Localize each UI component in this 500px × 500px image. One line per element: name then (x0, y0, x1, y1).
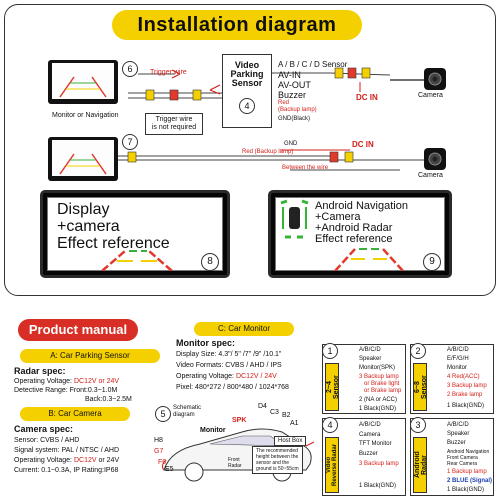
radar-spec-head: Radar spec: (14, 366, 66, 376)
wiring-box-video-reverse-radar: 4 Video Reverse Radar A/B/C/D Camera TFT Monitor Buzzer 3 Backup lamp 1 Black(GND) (322, 418, 406, 496)
camera-spec-head: Camera spec: (14, 424, 74, 434)
av-in-label: AV-IN (278, 70, 301, 80)
camera-sensor: Sensor: CVBS / AHD (14, 437, 80, 444)
monitor-spec-head: Monitor spec: (176, 338, 236, 348)
camera-voltage-tail: or 24V (98, 457, 120, 464)
monitor-voltage-label: Operating Voltage: (176, 373, 234, 380)
av-out-label: AV-OUT (278, 80, 311, 90)
monitor-label: Monitor or Navigation (52, 112, 119, 119)
box4-label: Android Radar (414, 451, 428, 479)
detective-range-back: Back:0.3~2.5M (85, 396, 132, 403)
monitor-voltage (176, 372, 277, 381)
monitor-voltage-value: DC12V / 24V (235, 373, 277, 380)
monitor-b (48, 137, 118, 181)
parking-sensor-pill: A: Car Parking Sensor (20, 349, 160, 363)
sensor-connections (278, 60, 347, 124)
monitor-a-number: 6 (122, 61, 138, 77)
box1-number: 1 (322, 343, 338, 359)
detective-range-front: Detective Range: Front:0.3~1.0M (14, 387, 118, 394)
display-camera-screen (40, 190, 230, 278)
code-d4: D4 (258, 403, 267, 410)
schematic-number: 5 (155, 406, 171, 422)
trigger-not-required: Trigger wire is not required (145, 113, 203, 135)
car-camera-pill: B: Car Camera (20, 407, 130, 421)
code-e5: E5 (165, 466, 174, 473)
radar-voltage (14, 377, 119, 386)
camera-voltage (14, 456, 119, 465)
camera-label-bottom: Camera (418, 172, 443, 179)
box2-number: 2 (410, 343, 426, 359)
wiring-box-android-radar: 3 Android Radar A/B/C/D Speaker Buzzer Android Navigation Front Camera Rear Camera 1 Backup lamp 2 BLUE (Signal) 1 Black(GND) (410, 418, 494, 496)
spk-label: SPK (232, 417, 247, 424)
wiring-box-6-8-sensor: 2 6~8 Sensor A/B/C/D E/F/G/H Monitor 4 Red(ACC) 3 Backup lamp 2 Brake lamp 1 Black(GND) (410, 344, 494, 414)
guide-lines-left (47, 197, 223, 271)
red-backup-lamp-label: Red (Backup lamp) (242, 149, 294, 155)
installation-title: Installation diagram (112, 10, 362, 40)
car-monitor-pill: C: Car Monitor (194, 322, 294, 336)
box3-label: Video Reverse Radar (326, 443, 338, 487)
camera-signal: Signal system: PAL / NTSC / AHD (14, 447, 120, 454)
buzzer-label: Buzzer (278, 90, 307, 100)
box4-number: 3 (410, 417, 426, 433)
dc-in-label-bottom: DC IN (352, 140, 374, 149)
sensor-box-label: Video Parking Sensor (230, 60, 264, 88)
between-wire-label: Between the wire (282, 165, 329, 171)
recommended-height-note: The recommended height between the sensor and the ground is 50~55cm (252, 446, 303, 474)
dc-in-label-top: DC IN (356, 93, 378, 102)
camera-label-top: Camera (418, 92, 443, 99)
code-b2: B2 (282, 412, 291, 419)
code-a1: A1 (290, 420, 299, 427)
box3-number: 4 (322, 417, 338, 433)
red-backup-label: Red (Backup lamp) (278, 100, 317, 113)
camera-voltage-value: DC12V (73, 457, 97, 464)
monitor-b-number: 7 (122, 134, 138, 150)
gnd-black-label: GND(Black) (278, 116, 311, 122)
radar-voltage-label: Operating Voltage: (14, 378, 72, 385)
monitor-video-formats: Video Formats: CVBS / AHD / IPS (176, 362, 282, 369)
schematic-label: Schematic diagram (173, 405, 202, 418)
box2-label: 6~8 Sensor (414, 375, 428, 399)
monitor-display-size: Display Size: 4.3"/ 5" /7" /9" /10.1" (176, 351, 282, 358)
trigger-wire-label: Trigger wire (150, 69, 187, 76)
sensor-box-number: 4 (239, 98, 255, 114)
effect-left-text: Display +camera Effect reference (57, 201, 170, 252)
code-c3: C3 (270, 409, 279, 416)
camera-voltage-label: Operating Voltage: (14, 457, 72, 464)
monitor-a (48, 60, 118, 104)
abcd-sensor-label: A / B / C / D Sensor (278, 60, 348, 69)
android-screen (268, 190, 452, 278)
code-f6: F6 (158, 459, 167, 466)
box1-label: 2~4 Sensor (326, 375, 340, 399)
camera-current: Current: 0.1~0.3A, IP Rating:IP68 (14, 467, 119, 474)
product-manual-banner: Product manual (18, 319, 138, 341)
effect-right-text: Android Navigation +Camera +Android Radar Effect reference (315, 200, 408, 245)
video-parking-sensor-box (222, 54, 272, 128)
radar-voltage-value: DC12V or 24V (73, 378, 120, 385)
camera-top (424, 68, 446, 90)
host-box-label: Host Box (274, 436, 306, 446)
camera-bottom (424, 148, 446, 170)
code-h8: H8 (154, 437, 163, 444)
monitor-label-schematic: Monitor (200, 427, 226, 434)
gnd-label: GND (284, 141, 298, 147)
monitor-pixel: Pixel: 480*272 / 800*480 / 1024*768 (176, 384, 289, 391)
effect-left-number: 8 (201, 253, 219, 271)
effect-right-number: 9 (423, 253, 441, 271)
wiring-box-2-4-sensor: 1 2~4 Sensor A/B/C/D Speaker Monitor(SPK) 3 Backup lamp or Brake light or Brake lamp 2 (NA or ACC) 1 Black(GND) (322, 344, 406, 414)
front-radar-label: Front Radar (228, 457, 242, 469)
code-g7: G7 (154, 448, 164, 455)
